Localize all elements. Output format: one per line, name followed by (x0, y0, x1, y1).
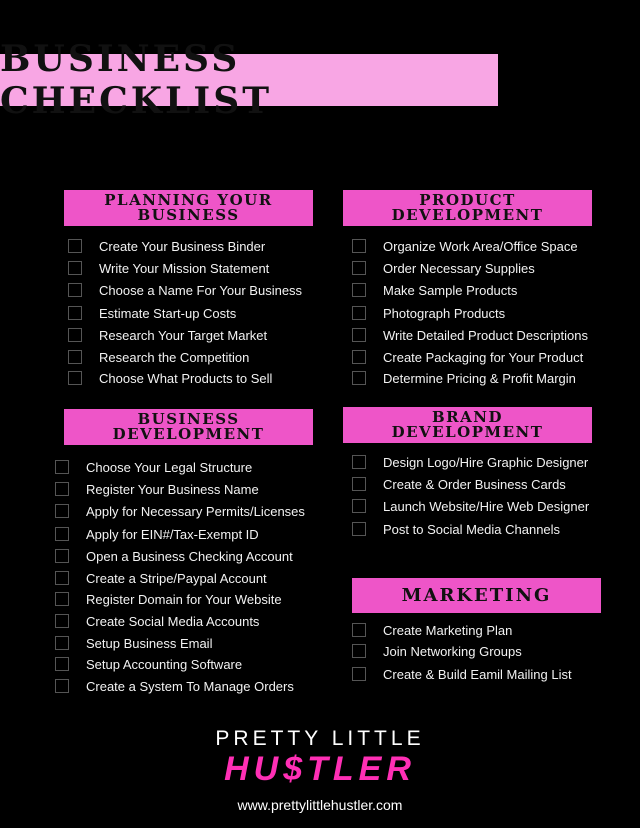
checklist-item-label: Register Your Business Name (86, 481, 259, 497)
checkbox[interactable] (352, 283, 366, 297)
checklist-item[interactable] (68, 281, 302, 299)
checkbox[interactable] (68, 283, 82, 297)
checklist-item[interactable] (68, 237, 265, 255)
checkbox[interactable] (68, 261, 82, 275)
marketing-header-line-1: MARKETING (401, 585, 552, 606)
checklist-item[interactable] (68, 369, 272, 387)
checkbox[interactable] (352, 477, 366, 491)
checklist-item[interactable] (55, 655, 242, 673)
checklist-item-label: Choose Your Legal Structure (86, 459, 253, 475)
checkbox[interactable] (68, 328, 82, 342)
checkbox[interactable] (55, 614, 69, 628)
planning-header-line-2: BUSINESS (137, 206, 240, 224)
business-header-line-1: BUSINESS (137, 410, 240, 428)
checklist-item-label: Determine Pricing & Profit Margin (383, 370, 576, 386)
checklist-item-label: Create Marketing Plan (383, 622, 513, 638)
checkbox[interactable] (55, 636, 69, 650)
checklist-item-label: Write Detailed Product Descriptions (383, 327, 588, 343)
checkbox[interactable] (55, 460, 69, 474)
brand-logo-line-1: PRETTY LITTLE (215, 727, 425, 750)
checklist-item[interactable] (352, 326, 588, 344)
marketing-header (352, 578, 601, 613)
checkbox[interactable] (55, 504, 69, 518)
checklist-item-label: Research the Competition (99, 349, 250, 365)
checkbox[interactable] (68, 350, 82, 364)
checklist-item[interactable] (352, 665, 572, 683)
checklist-item-label: Apply for Necessary Permits/Licenses (86, 503, 305, 519)
checklist-item[interactable] (352, 237, 578, 255)
checkbox[interactable] (352, 371, 366, 385)
checklist-item[interactable] (352, 520, 560, 538)
checklist-item[interactable] (55, 480, 259, 498)
checklist-item-label: Create Social Media Accounts (86, 613, 260, 629)
checklist-item-label: Choose a Name For Your Business (99, 282, 303, 298)
checklist-item[interactable] (352, 369, 576, 387)
checklist-item[interactable] (352, 475, 566, 493)
checklist-item-label: Register Domain for Your Website (86, 591, 282, 607)
checklist-item[interactable] (55, 547, 293, 565)
checklist-item[interactable] (352, 304, 505, 322)
checklist-item[interactable] (352, 642, 522, 660)
checkbox[interactable] (352, 667, 366, 681)
checklist-item-label: Setup Accounting Software (86, 656, 243, 672)
brand-header-line-2: DEVELOPMENT (391, 423, 544, 441)
checklist-item[interactable] (55, 634, 212, 652)
checkbox[interactable] (55, 527, 69, 541)
product-header-line-1: PRODUCT (419, 191, 516, 209)
checklist-item[interactable] (352, 259, 535, 277)
checklist-item[interactable] (352, 453, 588, 471)
planning-header (64, 190, 313, 226)
checklist-item-label: Open a Business Checking Account (86, 548, 293, 564)
checklist-item-label: Create a Stripe/Paypal Account (86, 570, 267, 586)
checklist-item[interactable] (55, 612, 259, 630)
checklist-item[interactable] (55, 569, 267, 587)
checklist-item-label: Join Networking Groups (383, 643, 522, 659)
checkbox[interactable] (68, 371, 82, 385)
checklist-item[interactable] (55, 525, 259, 543)
product-header (343, 190, 592, 226)
checklist-item[interactable] (352, 497, 589, 515)
checkbox[interactable] (352, 350, 366, 364)
checklist-item-label: Estimate Start-up Costs (99, 305, 237, 321)
checkbox[interactable] (352, 644, 366, 658)
checkbox[interactable] (55, 592, 69, 606)
checklist-item-label: Apply for EIN#/Tax-Exempt ID (86, 526, 259, 542)
brand-header-line-1: BRAND (431, 408, 503, 426)
checklist-item[interactable] (68, 326, 267, 344)
business-header-line-2: DEVELOPMENT (112, 425, 265, 443)
title-banner (0, 38, 498, 122)
checklist-item-label: Post to Social Media Channels (383, 521, 561, 537)
checklist-item-label: Photograph Products (383, 305, 506, 321)
checklist-item-label: Write Your Mission Statement (99, 260, 270, 276)
checklist-item[interactable] (352, 621, 512, 639)
checklist-item-label: Create a System To Manage Orders (86, 678, 294, 694)
checklist-item-label: Create & Order Business Cards (383, 476, 566, 492)
checkbox[interactable] (68, 239, 82, 253)
checklist-item-label: Order Necessary Supplies (383, 260, 535, 276)
planning-header-line-1: PLANNING YOUR (104, 191, 273, 209)
product-header-line-2: DEVELOPMENT (391, 206, 544, 224)
checklist-item[interactable] (68, 348, 249, 366)
checklist-item-label: Choose What Products to Sell (99, 370, 273, 386)
checkbox[interactable] (352, 499, 366, 513)
checklist-item-label: Create Packaging for Your Product (383, 349, 584, 365)
checkbox[interactable] (352, 522, 366, 536)
website-url[interactable]: www.prettylittlehustler.com (237, 797, 403, 813)
checklist-item-label: Create & Build Eamil Mailing List (383, 666, 572, 682)
checklist-item-label: Make Sample Products (383, 282, 518, 298)
checklist-item-label: Launch Website/Hire Web Designer (383, 498, 590, 514)
checklist-item-label: Design Logo/Hire Graphic Designer (383, 454, 589, 470)
checkbox[interactable] (55, 482, 69, 496)
checklist-item[interactable] (55, 677, 294, 695)
checklist-item[interactable] (55, 590, 282, 608)
brand-logo-line-2: HU$TLER (224, 750, 416, 788)
checkbox[interactable] (55, 549, 69, 563)
checkbox[interactable] (352, 623, 366, 637)
page-title: BUSINESS CHECKLIST (0, 38, 272, 122)
business-header (64, 409, 313, 445)
checkbox[interactable] (352, 306, 366, 320)
checkbox[interactable] (352, 455, 366, 469)
checkbox[interactable] (68, 306, 82, 320)
checklist-item[interactable] (55, 458, 252, 476)
checklist-item[interactable] (352, 281, 517, 299)
brand-header (343, 407, 592, 443)
checklist-item-label: Create Your Business Binder (99, 238, 266, 254)
checkbox[interactable] (55, 571, 69, 585)
checklist-item[interactable] (55, 502, 305, 520)
checklist-item[interactable] (68, 304, 236, 322)
checkbox[interactable] (352, 261, 366, 275)
checkbox[interactable] (352, 239, 366, 253)
checklist-item[interactable] (352, 348, 583, 366)
checkbox[interactable] (55, 679, 69, 693)
checklist-item-label: Research Your Target Market (99, 327, 268, 343)
checkbox[interactable] (55, 657, 69, 671)
checklist-item[interactable] (68, 259, 269, 277)
checklist-item-label: Setup Business Email (86, 635, 213, 651)
checklist-item-label: Organize Work Area/Office Space (383, 238, 578, 254)
checkbox[interactable] (352, 328, 366, 342)
